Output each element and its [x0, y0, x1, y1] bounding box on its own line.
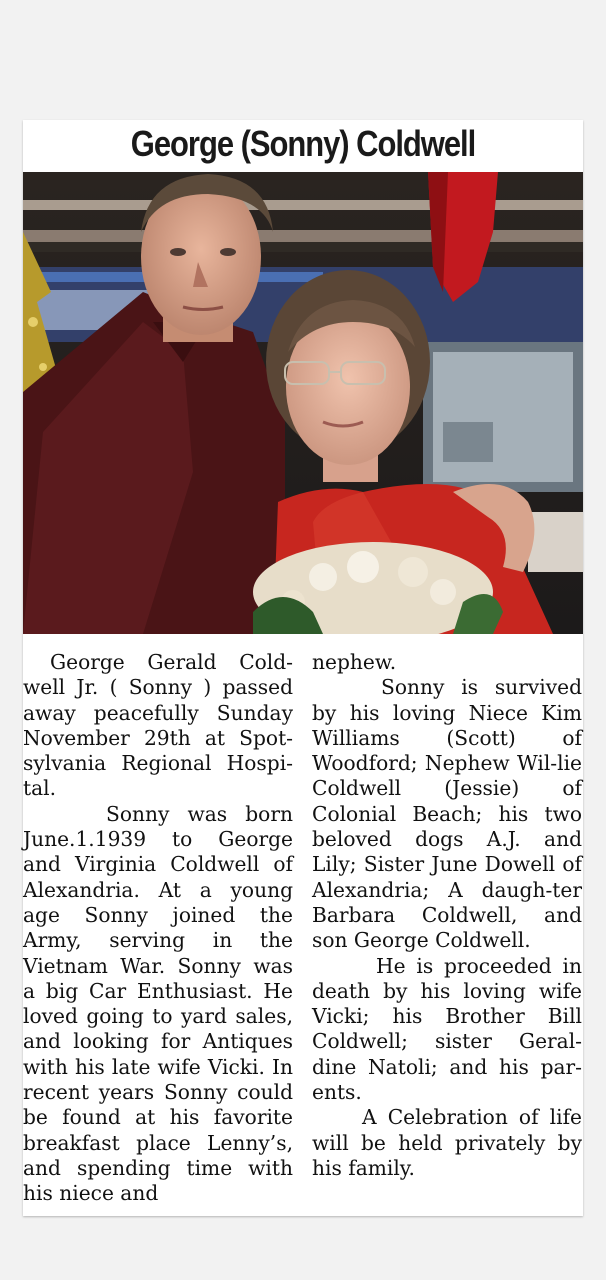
paragraph-biography: Sonny was born June.1.1939 to George and Virginia Coldwell of Alexandria. At a young age Sonny joined the Army, serving in the Vietnam War. Sonny was a big Car Enthusiast. He loved going to yard sales, and looking for Antiques with his late wife Vicki. In recent years Sonny could be found at his favorite breakfast place Lenny’s, and spending time with his niece and — [23, 801, 293, 1206]
obituary-card — [23, 120, 583, 1216]
paragraph-predeceased: He is proceeded in death by his loving wife Vicki; his Brother Bill Coldwell; sister Geral-dine Natoli; and his par-ents. — [312, 953, 582, 1105]
right-column — [312, 650, 582, 1181]
obituary-photo — [23, 172, 583, 634]
photo-couple-image — [23, 172, 583, 634]
paragraph-survivors: Sonny is survived by his loving Niece Kim Williams (Scott) of Woodford; Nephew Wil-lie Coldwell (Jessie) of Colonial Beach; his two beloved dogs A.J. and Lily; Sister June Dowell of Alexandria; A daugh-ter Barbara Coldwell, and son George Coldwell. — [312, 675, 582, 953]
paragraph-continuation: nephew. — [312, 650, 397, 674]
left-column — [23, 650, 293, 1207]
paragraph-passing: George Gerald Cold-well Jr. ( Sonny ) passed away peacefully Sunday November 29th at Spot-sylvania Regional Hospi-tal. — [23, 650, 293, 801]
obituary-title: George (Sonny) Coldwell — [130, 123, 476, 164]
paragraph-celebration: A Celebration of life will be held privately by his family. — [312, 1105, 582, 1180]
